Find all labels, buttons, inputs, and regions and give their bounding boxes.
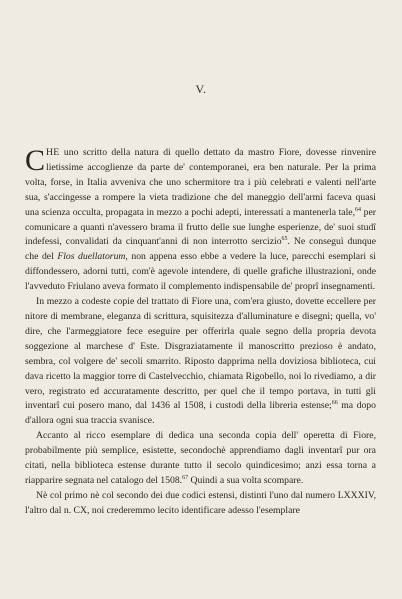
text-segment: ma dopo d'allora ogni sua traccia svanisce. [25, 400, 376, 427]
footnote-ref: 64 [355, 206, 362, 213]
body-text [25, 146, 376, 519]
text-segment: uno scritto della natura di quello dettato da mastro Fiore, dovesse rinvenire lietissime accoglienze da parte de' contemporanei, era ben naturale. Per la prima volta, forse, in Italia avveniva che uno schermitore tra i più celebrati e valenti nell'arte sua, s'accingesse a rompere la vieta tradizione che del maneggio dell'armi faceva quasi una scienza occulta, propagata in mezzo a pochi adepti, interessati a mantenerla tale, [25, 147, 376, 218]
text-segment: Quindi a sua volta scompare. [188, 474, 304, 486]
paragraph [25, 429, 376, 489]
paragraph [25, 146, 376, 295]
text-segment: Accanto al ricco esemplare di dedica una seconda copia dell' operetta di Fiore, probabilmente più semplice, esistette, secondochè apprendiamo dagli inventarî pur ora citati, nella biblioteca estense durante tutto il secolo quindicesimo; anzi essa torna a riapparire segnata nel catalogo del 1508. [25, 430, 376, 486]
chapter-heading: V. [195, 82, 207, 96]
text-segment: per comunicare a quanti n'avessero brama il frutto delle sue lunghe esperienze, de' suoi studî indefessi, convalidati da cinquant'anni di non interrotto sercizio [25, 206, 376, 248]
italic-title: Flos duellatorum [57, 251, 126, 263]
text-segment: Nè col primo nè col secondo dei due codici estensi, distinti l'uno dal numero LXXXIV, l'altro dal n. CX, noi crederemmo lecito identificare adesso l'esemplare [25, 489, 376, 516]
footnote-ref: 66 [331, 400, 338, 407]
text-segment: HE [46, 147, 60, 158]
text-segment: , non appena esso ebbe a vedere la luce, parecchi esemplari si diffondessero, adorni tutti, com'è agevole intendere, di quelle grafiche illustrazioni, onde l'avveduto Friulano aveva formato il complemento indispensabile de' proprî insegnamenti. [25, 251, 376, 293]
footnote-ref: 65 [281, 236, 288, 243]
footnote-ref: 67 [182, 474, 189, 481]
text-segment: In mezzo a codeste copie del trattato di Fiore una, com'era giusto, dovette eccellere per nitore di membrane, eleganza di scrittura, squisitezza d'alluminature e disegni; quella, vo' dire, che l'armeggiatore fece eseguire per offerirla quale segno della propria devota soggezione al marchese d' Este. Disgraziatamente il manoscritto prezioso è andato, sembra, col volgere de' secoli smarrito. Riposto dapprima nella doviziosa biblioteca, cui dava ricetto la maggior torre di Castelvecchio, chiamata Rigobello, noi lo rivediamo, a dir vero, registrato ed accuratamente descritto, per quel che il tempo portava, in tutti gli inventarî cui posero mano, dal 1436 al 1508, i custodi della libreria estense; [25, 296, 376, 412]
paragraph [25, 295, 376, 429]
text-segment: . Ne conseguì dunque che del [25, 236, 376, 263]
drop-cap: C [25, 144, 46, 177]
paragraph [25, 489, 376, 519]
